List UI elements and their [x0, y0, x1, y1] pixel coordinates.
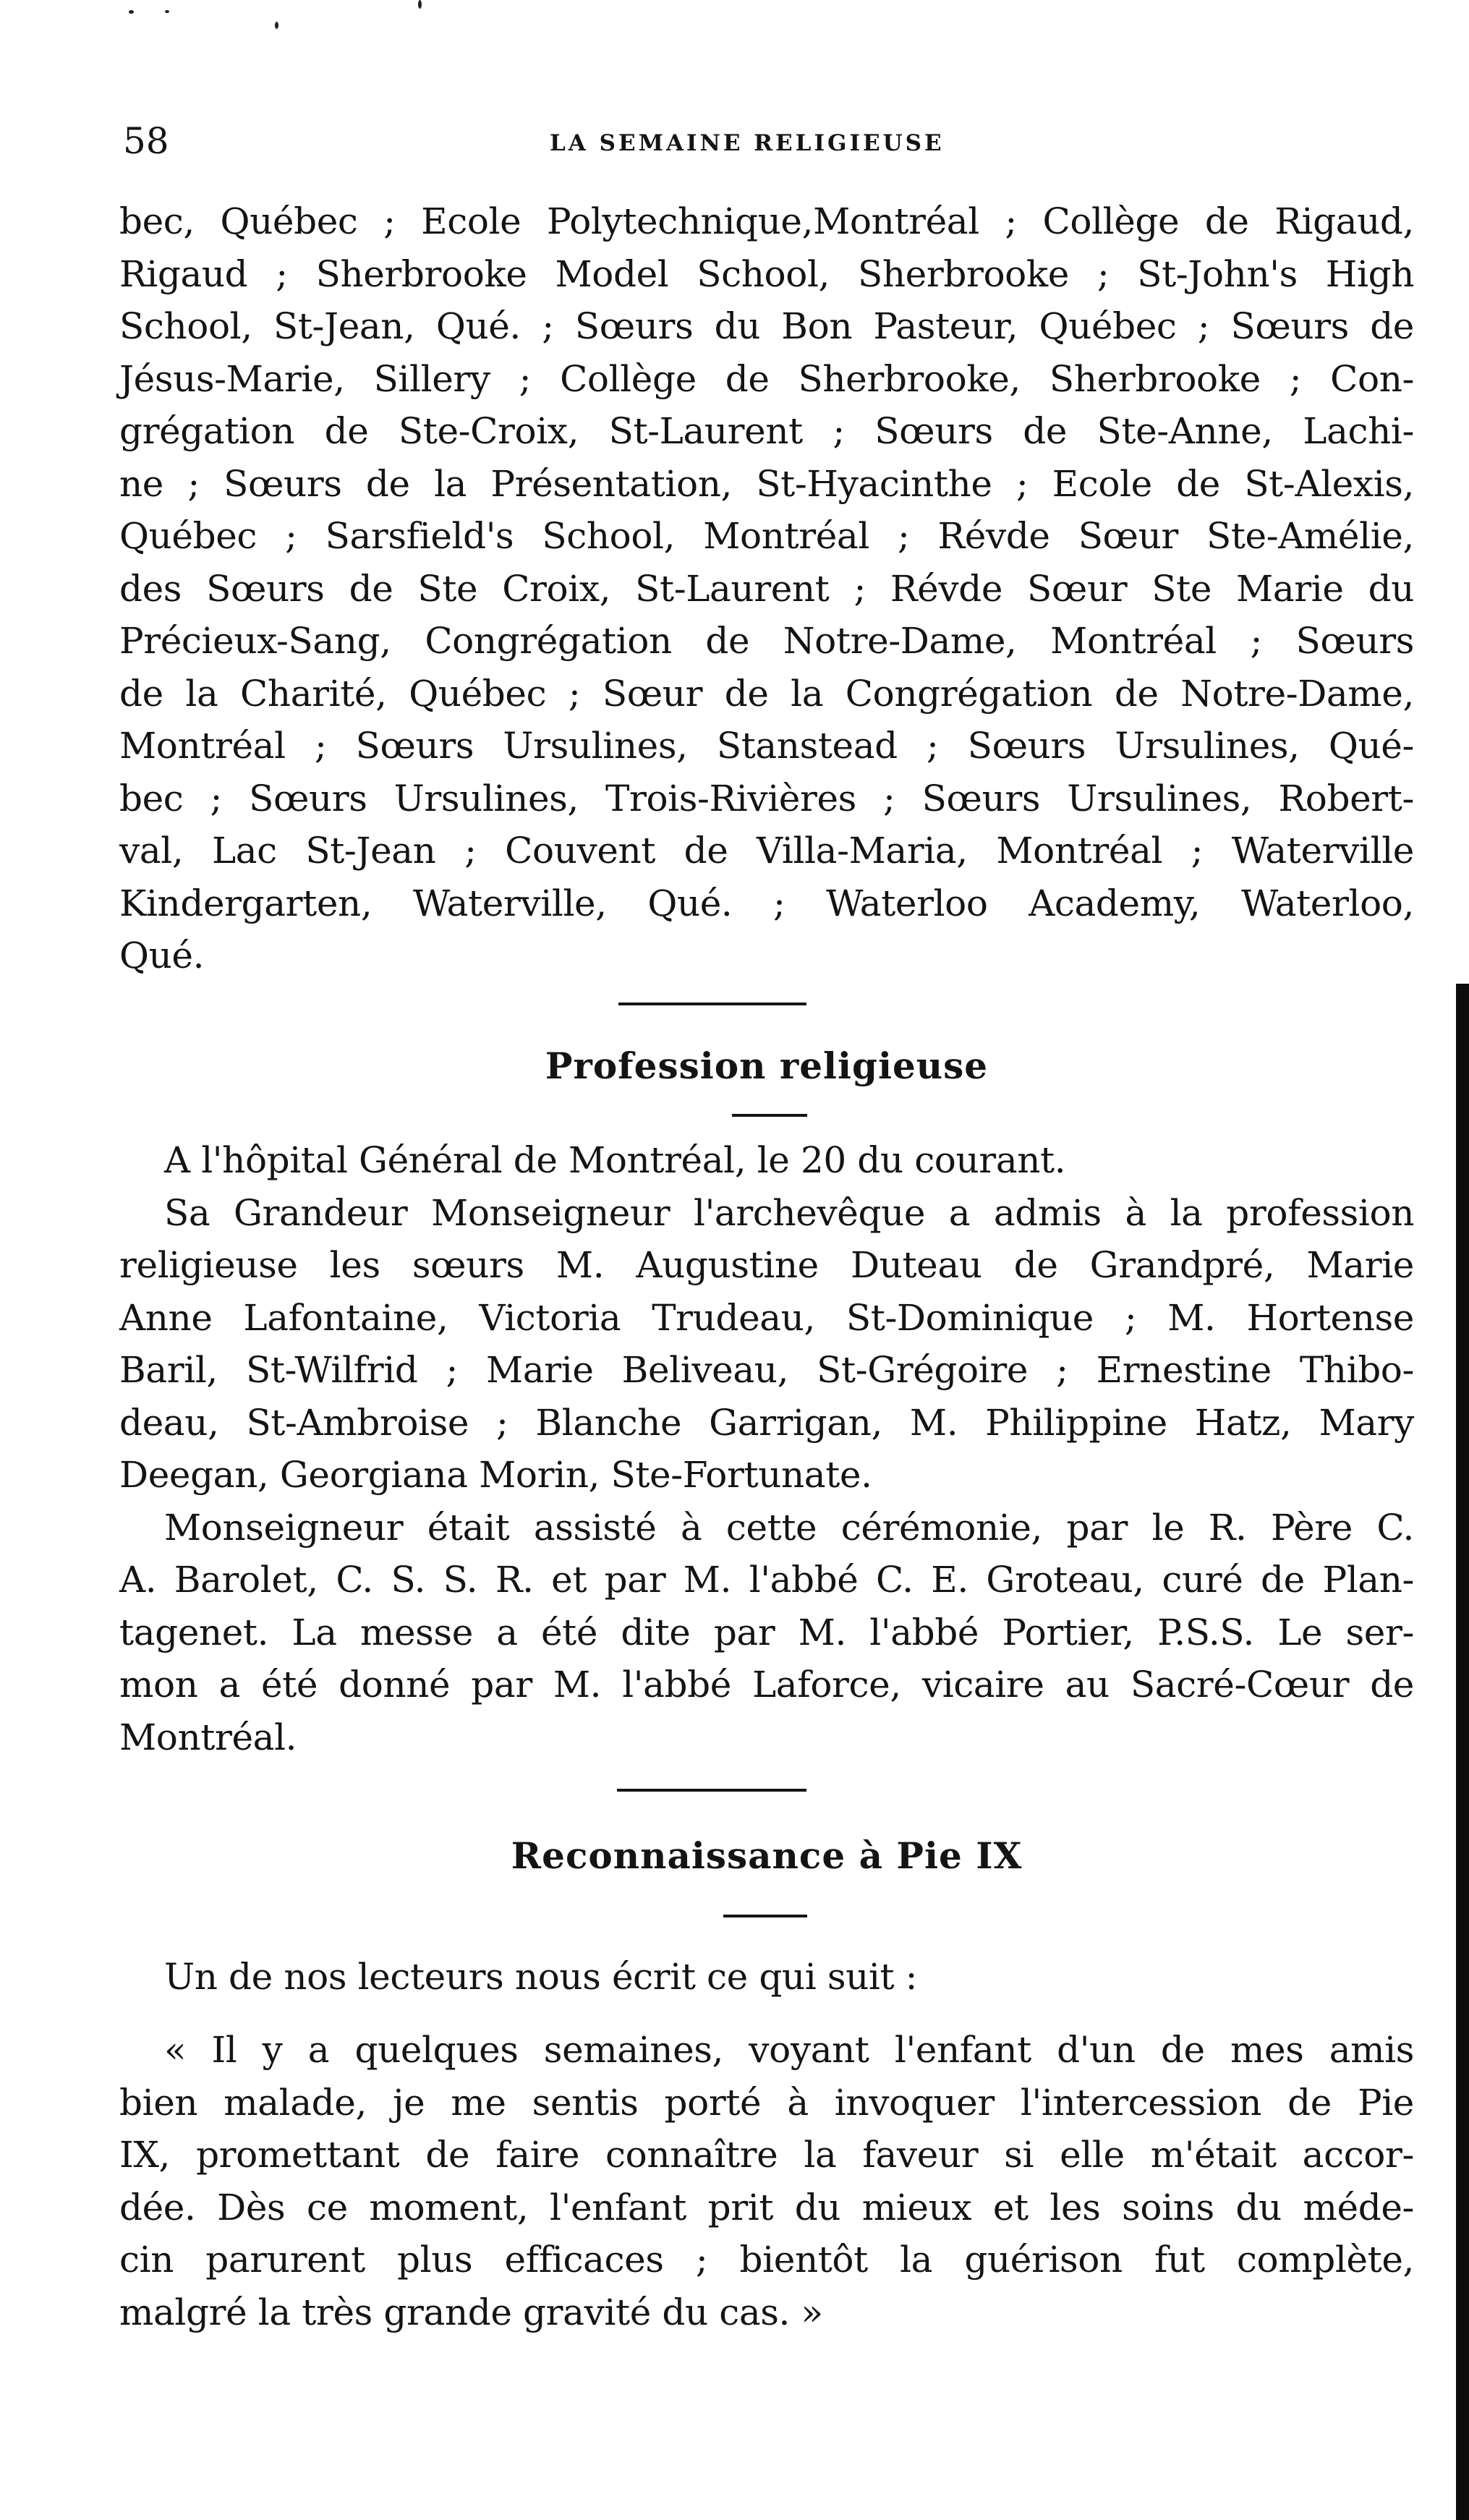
text-line: des Sœurs de Ste Croix, St-Laurent ; Révde Sœur Ste Marie du	[119, 567, 1414, 610]
page-edge-shadow	[1456, 984, 1469, 2520]
text-line: Précieux-Sang, Congrégation de Notre-Dame, Montréal ; Sœurs	[119, 620, 1414, 662]
text-line: Québec ; Sarsfield's School, Montréal ; Révde Sœur Ste-Amélie,	[119, 515, 1414, 557]
text-line: IX, promettant de faire connaître la faveur si elle m'était accor-	[119, 2134, 1414, 2176]
running-head	[123, 116, 1410, 166]
reconnaissance-letter	[119, 2024, 1414, 2338]
text-line: bien malade, je me sentis porté à invoquer l'intercession de Pie	[119, 2081, 1414, 2124]
text-line: deau, St-Ambroise ; Blanche Garrigan, M. Philippine Hatz, Mary	[119, 1401, 1414, 1444]
continuation-paragraph	[119, 195, 1414, 982]
text-line: Qué.	[119, 935, 205, 976]
text-line: Rigaud ; Sherbrooke Model School, Sherbrooke ; St-John's High	[119, 252, 1414, 295]
text-line: tagenet. La messe a été dite par M. l'abbé Portier, P.S.S. Le ser-	[119, 1611, 1414, 1653]
text-line: bec, Québec ; Ecole Polytechnique,Montréal ; Collège de Rigaud,	[119, 200, 1414, 242]
text-line: Montréal.	[119, 1716, 297, 1758]
page-number: 58	[123, 120, 169, 162]
text-line: Montréal ; Sœurs Ursulines, Stanstead ; Sœurs Ursulines, Qué-	[119, 725, 1414, 767]
text-line: A. Barolet, C. S. S. R. et par M. l'abbé C. E. Groteau, curé de Plan-	[119, 1559, 1414, 1601]
section-divider	[618, 1003, 806, 1005]
text-line: Jésus-Marie, Sillery ; Collège de Sherbrooke, Sherbrooke ; Con-	[119, 357, 1414, 400]
heading-underline	[732, 1114, 807, 1117]
text-line: de la Charité, Québec ; Sœur de la Congrégation de Notre-Dame,	[119, 672, 1414, 715]
text-line: Kindergarten, Waterville, Qué. ; Waterloo Academy, Waterloo,	[119, 882, 1414, 924]
text-line: bec ; Sœurs Ursulines, Trois-Rivières ; Sœurs Ursulines, Robert-	[119, 777, 1414, 820]
text-line: Un de nos lecteurs nous écrit ce qui suit :	[164, 1956, 918, 1998]
print-speck	[129, 10, 134, 14]
text-line: ne ; Sœurs de la Présentation, St-Hyacinthe ; Ecole de St-Alexis,	[119, 462, 1414, 505]
heading-underline	[723, 1915, 807, 1917]
text-line: Anne Lafontaine, Victoria Trudeau, St-Dominique ; M. Hortense	[119, 1296, 1414, 1339]
section-divider	[617, 1789, 806, 1792]
text-line: Baril, St-Wilfrid ; Marie Beliveau, St-Grégoire ; Ernestine Thibo-	[119, 1349, 1414, 1391]
text-line: grégation de Ste-Croix, St-Laurent ; Sœurs de Ste-Anne, Lachi-	[119, 410, 1414, 452]
section-heading-profession: Profession religieuse	[545, 1044, 989, 1087]
text-line: Deegan, Georgiana Morin, Ste-Fortunate.	[119, 1454, 872, 1496]
print-speck	[165, 10, 169, 13]
text-line: malgré la très grande gravité du cas. »	[119, 2291, 823, 2333]
text-line: val, Lac St-Jean ; Couvent de Villa-Maria, Montréal ; Waterville	[119, 830, 1414, 872]
print-speck	[418, 0, 422, 9]
text-line: Monseigneur était assisté à cette cérémonie, par le R. Père C.	[164, 1506, 1414, 1549]
section-heading-reconnaissance: Reconnaissance à Pie IX	[511, 1834, 1023, 1877]
print-speck	[275, 22, 278, 29]
text-line: « Il y a quelques semaines, voyant l'enfant d'un de mes amis	[164, 2029, 1414, 2071]
running-title: LA SEMAINE RELIGIEUSE	[550, 130, 945, 156]
text-line: religieuse les sœurs M. Augustine Duteau de Grandpré, Marie	[119, 1244, 1414, 1286]
text-line: dée. Dès ce moment, l'enfant prit du mieux et les soins du méde-	[119, 2186, 1414, 2229]
text-line: mon a été donné par M. l'abbé Laforce, vicaire au Sacré-Cœur de	[119, 1664, 1414, 1706]
profession-paragraphs	[119, 1134, 1414, 1763]
text-line: cin parurent plus efficaces ; bientôt la guérison fut complète,	[119, 2239, 1414, 2281]
text-line: Sa Grandeur Monseigneur l'archevêque a admis à la profession	[164, 1191, 1414, 1234]
reconnaissance-intro	[119, 1951, 1414, 2004]
text-line: A l'hôpital Général de Montréal, le 20 du courant.	[164, 1139, 1066, 1181]
text-line: School, St-Jean, Qué. ; Sœurs du Bon Pasteur, Québec ; Sœurs de	[119, 305, 1414, 347]
